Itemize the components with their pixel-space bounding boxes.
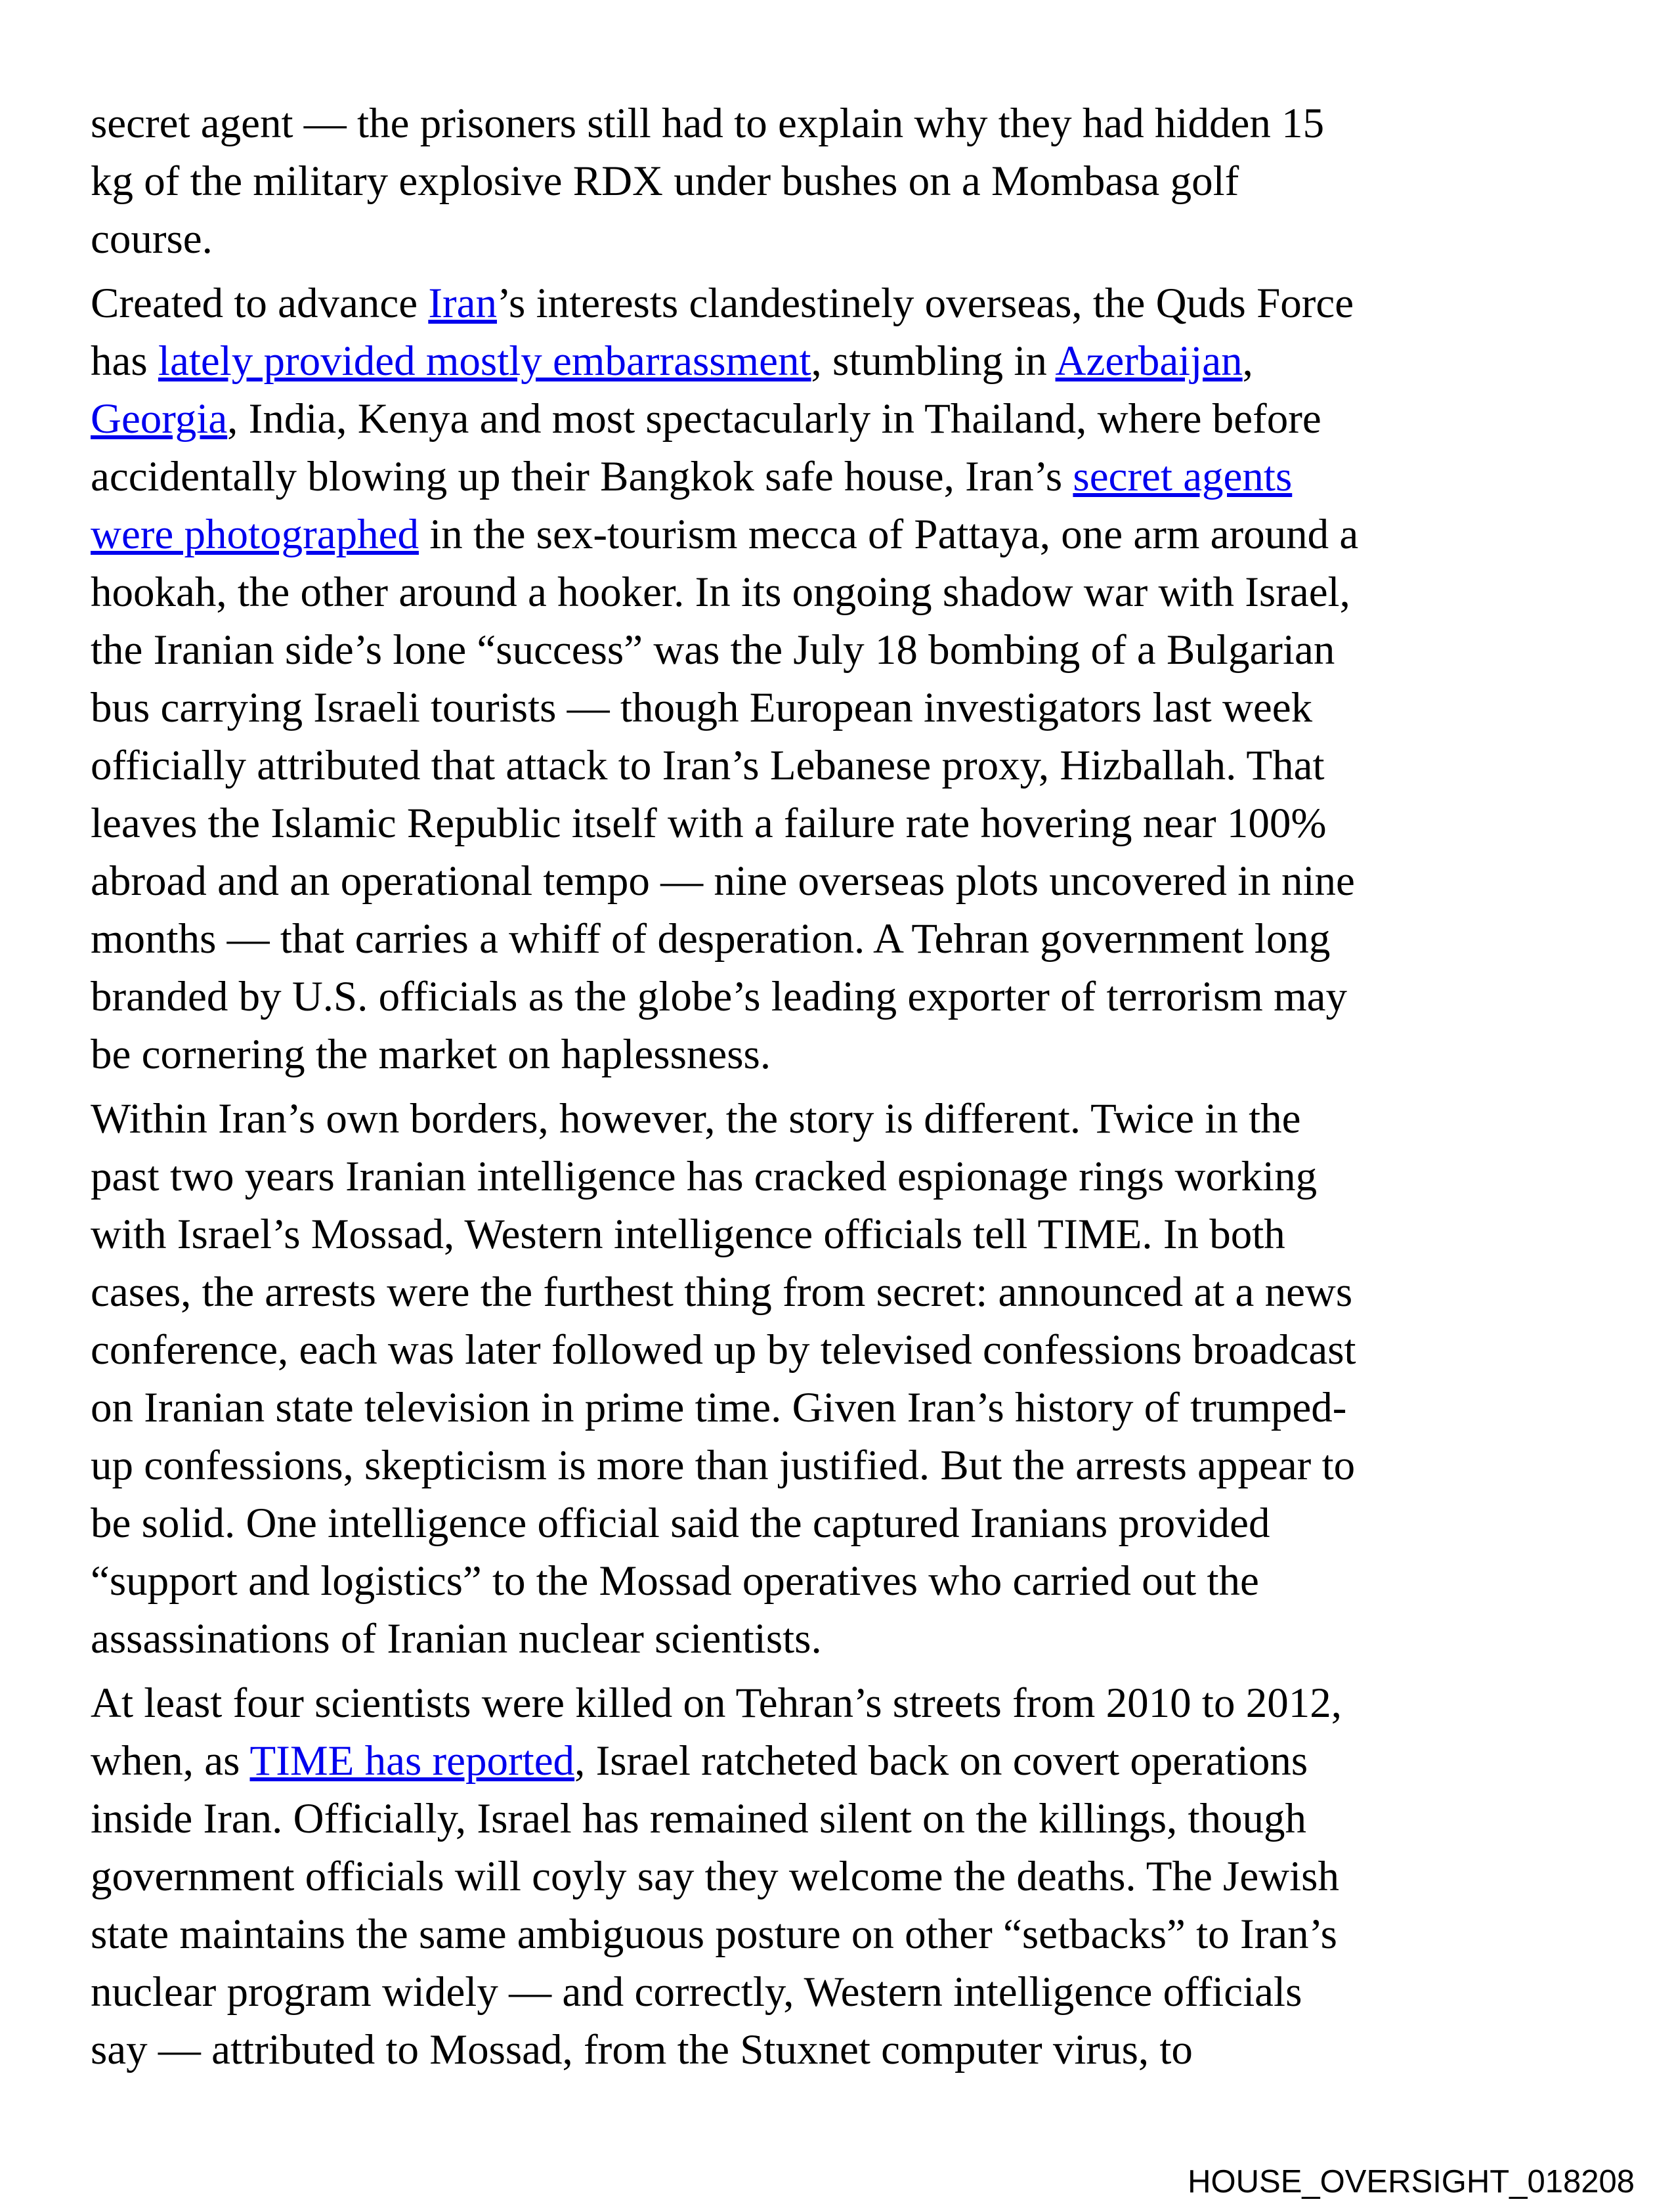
text-line: [91, 794, 1587, 852]
link-iran[interactable]: Iran: [428, 280, 497, 327]
text-line: [91, 1090, 1587, 1148]
text-line: [91, 1963, 1587, 2021]
text-run: on Iranian state television in prime time. Given Iran’s history of trumped-: [91, 1384, 1347, 1431]
text-line: [91, 448, 1587, 506]
paragraph-1: [91, 95, 1587, 268]
text-line: [91, 1848, 1587, 1905]
text-run: abroad and an operational tempo — nine overseas plots uncovered in nine: [91, 857, 1355, 905]
text-line: [91, 737, 1587, 794]
text-line: [91, 152, 1587, 210]
text-line: [91, 390, 1587, 448]
text-line: [91, 1321, 1587, 1379]
text-run: be solid. One intelligence official said the captured Iranians provided: [91, 1500, 1270, 1547]
link-azerbaijan[interactable]: Azerbaijan: [1055, 337, 1243, 385]
text-line: [91, 1552, 1587, 1610]
text-run: up confessions, skepticism is more than justified. But the arrests appear to: [91, 1442, 1356, 1489]
text-run: At least four scientists were killed on Tehran’s streets from 2010 to 2012,: [91, 1680, 1342, 1727]
text-run: “support and logistics” to the Mossad operatives who carried out the: [91, 1557, 1259, 1605]
text-run: ’s interests clandestinely overseas, the Quds Force: [496, 280, 1354, 327]
text-line: [91, 1790, 1587, 1848]
text-run: cases, the arrests were the furthest thing from secret: announced at a news: [91, 1269, 1353, 1316]
text-run: say — attributed to Mossad, from the Stuxnet computer virus, to: [91, 2026, 1193, 2073]
text-line: [91, 1148, 1587, 1205]
text-run: with Israel’s Mossad, Western intelligence officials tell TIME. In both: [91, 1211, 1285, 1258]
text-line: [91, 679, 1587, 737]
text-line: [91, 1732, 1587, 1790]
text-line: [91, 563, 1587, 621]
text-line: [91, 506, 1587, 563]
text-run: bus carrying Israeli tourists — though European investigators last week: [91, 684, 1313, 731]
text-run: nuclear program widely — and correctly, Western intelligence officials: [91, 1968, 1302, 2016]
link-secret-agents[interactable]: secret agents: [1073, 453, 1293, 500]
text-line: [91, 621, 1587, 679]
paragraph-2: [91, 274, 1587, 1083]
text-line: [91, 1026, 1587, 1083]
text-run: past two years Iranian intelligence has cracked espionage rings working: [91, 1153, 1318, 1200]
link-lately-provided-mostly-embarrassment[interactable]: lately provided mostly embarrassment: [158, 337, 811, 385]
text-line: [91, 1437, 1587, 1494]
text-line: [91, 968, 1587, 1026]
text-line: [91, 274, 1587, 332]
text-run: course.: [91, 215, 213, 263]
paragraph-4: [91, 1674, 1587, 2079]
link-time-has-reported[interactable]: TIME has reported: [249, 1737, 575, 1785]
text-line: [91, 2021, 1587, 2079]
text-line: [91, 910, 1587, 968]
text-line: [91, 210, 1587, 268]
text-line: [91, 1494, 1587, 1552]
text-run: , Israel ratcheted back on covert operations: [574, 1737, 1308, 1785]
text-run: months — that carries a whiff of desperation. A Tehran government long: [91, 915, 1331, 963]
text-run: secret agent — the prisoners still had to explain why they had hidden 15: [91, 100, 1325, 147]
link-georgia[interactable]: Georgia: [91, 395, 228, 443]
text-line: [91, 1379, 1587, 1437]
text-run: conference, each was later followed up by televised confessions broadcast: [91, 1326, 1356, 1374]
text-run: accidentally blowing up their Bangkok safe house, Iran’s: [91, 453, 1073, 500]
document-body: [91, 95, 1587, 2085]
text-line: [91, 1610, 1587, 1668]
text-run: Created to advance: [91, 280, 429, 327]
text-run: Within Iran’s own borders, however, the story is different. Twice in the: [91, 1095, 1301, 1142]
link-were-photographed[interactable]: were photographed: [91, 511, 419, 558]
text-run: inside Iran. Officially, Israel has remained silent on the killings, though: [91, 1795, 1307, 1842]
text-run: in the sex-tourism mecca of Pattaya, one arm around a: [418, 511, 1359, 558]
text-line: [91, 1205, 1587, 1263]
text-run: the Iranian side’s lone “success” was the July 18 bombing of a Bulgarian: [91, 626, 1335, 674]
text-line: [91, 332, 1587, 390]
text-run: be cornering the market on haplessness.: [91, 1031, 771, 1078]
paragraph-3: [91, 1090, 1587, 1668]
text-run: , stumbling in: [811, 337, 1056, 385]
text-run: officially attributed that attack to Iran’s Lebanese proxy, Hizballah. That: [91, 742, 1325, 789]
text-run: hookah, the other around a hooker. In its ongoing shadow war with Israel,: [91, 569, 1350, 616]
text-run: has: [91, 337, 158, 385]
text-run: assassinations of Iranian nuclear scientists.: [91, 1615, 822, 1662]
text-run: branded by U.S. officials as the globe’s leading exporter of terrorism may: [91, 973, 1347, 1020]
text-run: ,: [1242, 337, 1253, 385]
text-run: , India, Kenya and most spectacularly in Thailand, where before: [227, 395, 1321, 443]
text-run: state maintains the same ambiguous posture on other “setbacks” to Iran’s: [91, 1911, 1337, 1958]
text-run: leaves the Islamic Republic itself with a failure rate hovering near 100%: [91, 800, 1327, 847]
text-line: [91, 95, 1587, 152]
text-line: [91, 1905, 1587, 1963]
text-line: [91, 1674, 1587, 1732]
text-run: government officials will coyly say they welcome the deaths. The Jewish: [91, 1853, 1339, 1900]
bates-number: HOUSE_OVERSIGHT_018208: [1188, 2164, 1635, 2200]
text-run: kg of the military explosive RDX under bushes on a Mombasa golf: [91, 158, 1239, 205]
text-run: when, as: [91, 1737, 250, 1785]
text-line: [91, 1263, 1587, 1321]
text-line: [91, 852, 1587, 910]
